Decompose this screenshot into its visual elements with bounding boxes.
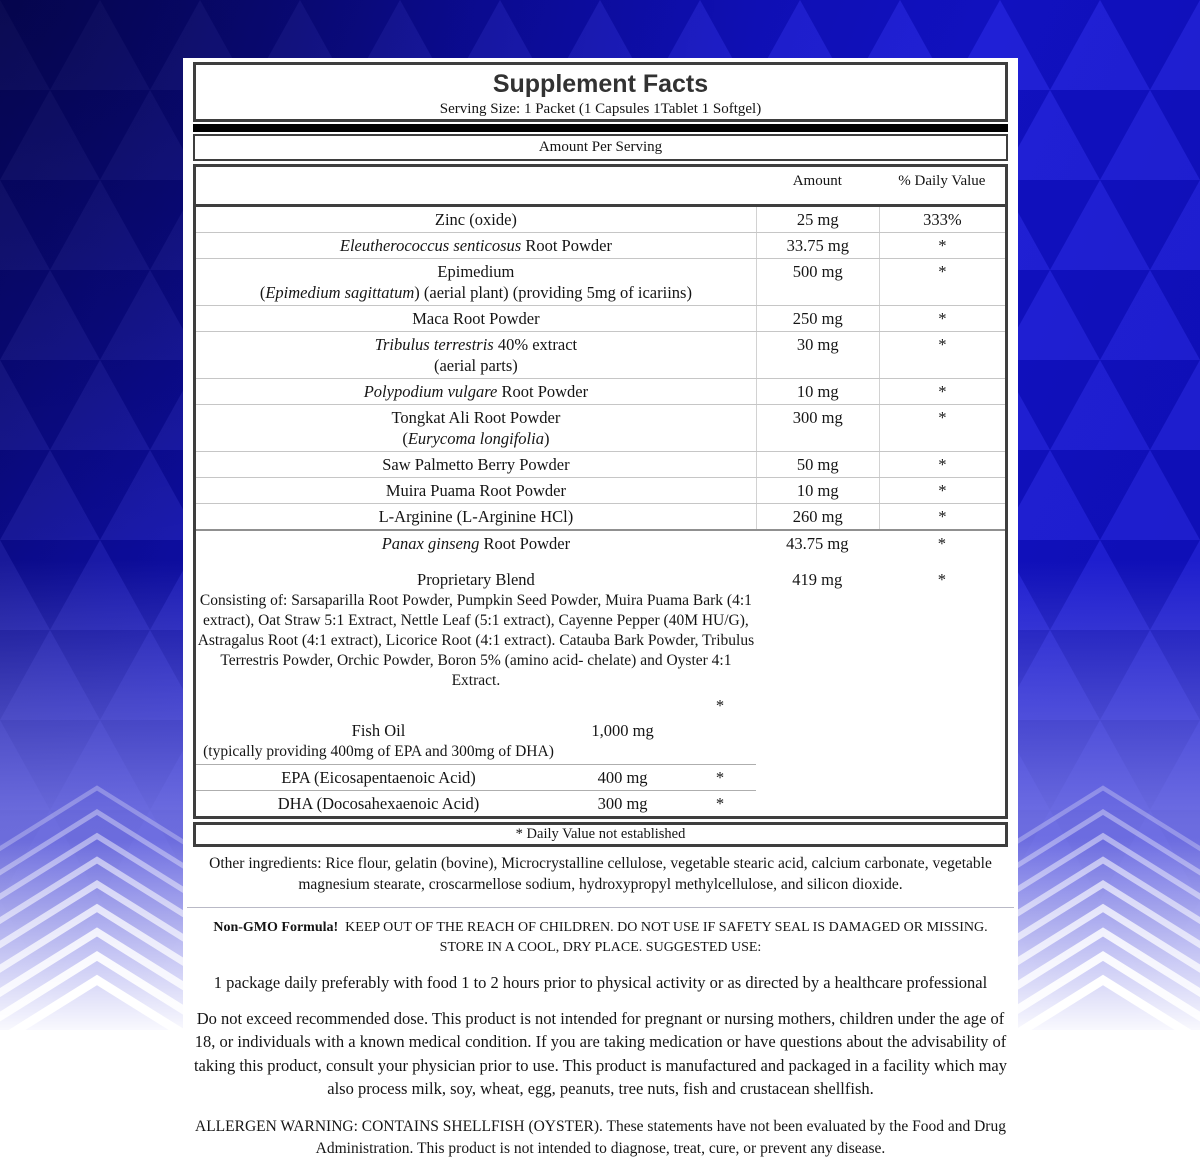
dosage-warning-text: Do not exceed recommended dose. This product is not intended for pregnant or nursing mothers, children under the age of 18, or individuals with a known medical condition. If you are taking medication or have questions about the advisability of taking this product, consult your physician prior to use. This product is manufactured and packaged in a facility which may also process milk, soy, wheat, egg, peanuts, tree nuts, fish and crustacean shellfish. [193,1008,1008,1099]
table-row: DHA (Docosahexaenoic Acid) 300 mg * [196,791,756,817]
keep-out-text: KEEP OUT OF THE REACH OF CHILDREN. DO NOT USE IF SAFETY SEAL IS DAMAGED OR MISSING. STORE IN A COOL, DRY PLACE. SUGGESTED USE: [338,919,988,956]
section-divider [187,907,1014,908]
blend-daily-value: * [937,570,946,589]
daily-value-footnote: * Daily Value not established [515,826,686,842]
supplement-facts-panel [183,58,1018,1171]
table-row: Muira Puama Root Powder 10 mg * [196,478,1005,504]
allergen-warning-text: ALLERGEN WARNING: CONTAINS SHELLFISH (OYSTER). These statements have not been evaluated by the Food and Drug Administration. This product is not intended to diagnose, treat, cure, or prevent any disease. [195,1117,1006,1158]
table-row: Saw Palmetto Berry Powder 50 mg * [196,452,1005,478]
fish-oil-group [196,693,1005,817]
table-row: Tongkat Ali Root Powder (Eurycoma longifolia) 300 mg * [196,405,1005,452]
table-row: Zinc (oxide) 25 mg 333% [196,207,1005,233]
proprietary-blend-row [196,569,1005,590]
amount-per-serving-label: Amount Per Serving [538,139,663,155]
title-box [193,62,1008,122]
non-gmo-warning-text [191,918,1010,959]
standalone-star: * [715,696,725,715]
blend-title: Proprietary Blend [417,570,535,589]
table-row: L-Arginine (L-Arginine HCl) 260 mg * [196,504,1005,531]
non-gmo-label: Non-GMO Formula! [213,919,339,935]
ingredient-rows [196,207,1005,556]
col-header-daily-value: % Daily Value [898,173,986,189]
thick-divider-bar [193,124,1008,132]
table-row: Eleutherococcus senticosus Root Powder 33.75 mg * [196,233,1005,259]
table-row: EPA (Eicosapentaenoic Acid) 400 mg * [196,765,756,791]
serving-size-text: Serving Size: 1 Packet (1 Capsules 1Tablet 1 Softgel) [439,101,762,117]
page-title: Supplement Facts [492,70,709,98]
col-header-spacer [196,173,756,204]
blend-amount: 419 mg [792,570,843,589]
suggested-use-text: 1 package daily preferably with food 1 to 2 hours prior to physical activity or as directed by a healthcare professional [213,973,988,993]
blend-description: Consisting of: Sarsaparilla Root Powder, Pumpkin Seed Powder, Muira Puama Bark (4:1 extract), Oat Straw 5:1 Extract, Nettle Leaf (5:1 extract), Cayenne Pepper (40M HU/G), Astragalus Root (4:1 extract), Licorice Root (4:1 extract). Catauba Bark Powder, Tribulus Terrestris Powder, Orchic Powder, Boron 5% (amino acid- chelate) and Oyster 4:1 Extract. [197,592,755,689]
fish-oil-rows [196,718,1005,817]
col-header-amount: Amount [792,173,842,189]
footnote-box [193,822,1008,847]
standalone-star-row [196,693,756,718]
table-row: Panax ginseng Root Powder 43.75 mg * [381,534,946,553]
amount-per-serving-row [193,134,1008,161]
column-header-row [196,167,1005,207]
other-ingredients-text: Other ingredients: Rice flour, gelatin (bovine), Microcrystalline cellulose, vegetable stearic acid, calcium carbonate, vegetable magnesium stearate, croscarmellose sodium, hydroxypropyl methylcellulose, and silicon dioxide. [209,855,992,893]
table-row: Epimedium (Epimedium sagittatum) (aerial plant) (providing 5mg of icariins) 500 mg * [196,259,1005,306]
proprietary-blend-block [196,556,1005,691]
table-row: Fish Oil (typically providing 400mg of EPA and 300mg of DHA) 1,000 mg [196,718,756,765]
facts-table [193,62,1008,847]
table-row: Maca Root Powder 250 mg * [196,306,1005,332]
table-row: Polypodium vulgare Root Powder 10 mg * [196,379,1005,405]
table-row: Tribulus terrestris 40% extract (aerial parts) 30 mg * [196,332,1005,379]
ingredients-table [193,164,1008,819]
